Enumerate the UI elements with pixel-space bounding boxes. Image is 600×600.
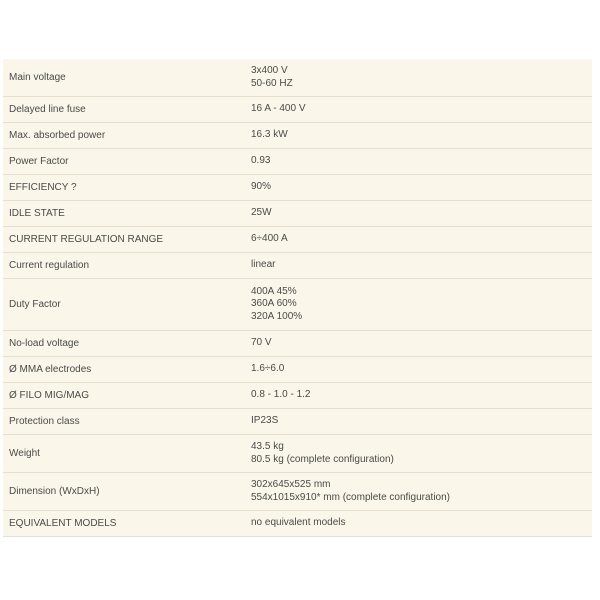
spec-value	[251, 129, 592, 142]
spec-value	[251, 233, 592, 246]
spec-label: EFFICIENCY ?	[9, 182, 77, 193]
spec-value	[251, 103, 592, 116]
spec-value-line: 70 V	[251, 337, 272, 349]
spec-value	[251, 479, 592, 504]
spec-label: Duty Factor	[9, 299, 61, 310]
spec-value-line: 0.93	[251, 155, 271, 167]
spec-value-line: 0.8 - 1.0 - 1.2	[251, 389, 311, 401]
spec-value-line: 43.5 kg	[251, 441, 284, 452]
spec-row-filo-mig-mag	[3, 383, 592, 409]
spec-label: No-load voltage	[9, 338, 80, 349]
spec-value-line: 50-60 HZ	[251, 77, 293, 89]
spec-table	[3, 59, 592, 537]
spec-value-line: 80.5 kg (complete configuration)	[251, 453, 394, 465]
spec-value-line: linear	[251, 259, 276, 271]
spec-value-line: 6÷400 A	[251, 233, 288, 245]
spec-value-line: 360A 60%	[251, 298, 297, 310]
spec-row-equivalent-models	[3, 511, 592, 537]
spec-label: Main voltage	[9, 72, 66, 83]
spec-value	[251, 286, 592, 324]
spec-value-line: 302x645x525 mm	[251, 479, 331, 490]
spec-value-line: 400A 45%	[251, 285, 297, 297]
spec-label: Protection class	[9, 416, 80, 427]
spec-row-current-regulation	[3, 253, 592, 279]
spec-row-current-regulation-range	[3, 227, 592, 253]
spec-value-line: 320A 100%	[251, 310, 303, 322]
spec-row-delayed-line-fuse	[3, 97, 592, 123]
spec-value	[251, 337, 592, 350]
spec-label: Delayed line fuse	[9, 104, 86, 115]
spec-value-line: IP23S	[251, 415, 279, 427]
spec-value	[251, 259, 592, 272]
spec-value	[251, 65, 592, 90]
spec-value-line: 16 A - 400 V	[251, 103, 306, 115]
spec-row-power-factor	[3, 149, 592, 175]
spec-row-mma-electrodes	[3, 357, 592, 383]
spec-value	[251, 155, 592, 168]
spec-value	[251, 207, 592, 220]
spec-row-main-voltage	[3, 59, 592, 97]
spec-label: Dimension (WxDxH)	[9, 486, 100, 497]
spec-value-line: 16.3 kW	[251, 129, 288, 141]
spec-value	[251, 363, 592, 376]
spec-row-weight	[3, 435, 592, 473]
spec-label: Ø MMA electrodes	[9, 364, 92, 375]
spec-value-line: 3x400 V	[251, 65, 288, 76]
spec-label: Max. absorbed power	[9, 130, 106, 141]
spec-label: Current regulation	[9, 260, 90, 271]
spec-value-line: 554x1015x910* mm (complete configuration)	[251, 491, 450, 503]
spec-label: Weight	[9, 448, 40, 459]
spec-row-duty-factor	[3, 279, 592, 331]
spec-row-no-load-voltage	[3, 331, 592, 357]
spec-value	[251, 415, 592, 428]
spec-row-dimension	[3, 473, 592, 511]
spec-value	[251, 389, 592, 402]
spec-label: Power Factor	[9, 156, 69, 167]
spec-value-line: 1.6÷6.0	[251, 363, 285, 375]
spec-row-max-absorbed-power	[3, 123, 592, 149]
spec-value	[251, 441, 592, 466]
spec-label: EQUIVALENT MODELS	[9, 518, 117, 529]
spec-row-efficiency	[3, 175, 592, 201]
spec-label: CURRENT REGULATION RANGE	[9, 234, 164, 245]
spec-value-line: no equivalent models	[251, 517, 346, 529]
spec-value-line: 25W	[251, 207, 272, 219]
spec-label: Ø FILO MIG/MAG	[9, 390, 90, 401]
spec-value	[251, 517, 592, 530]
spec-value-line: 90%	[251, 181, 272, 193]
spec-value	[251, 181, 592, 194]
spec-row-idle-state	[3, 201, 592, 227]
spec-label: IDLE STATE	[9, 208, 65, 219]
spec-row-protection-class	[3, 409, 592, 435]
